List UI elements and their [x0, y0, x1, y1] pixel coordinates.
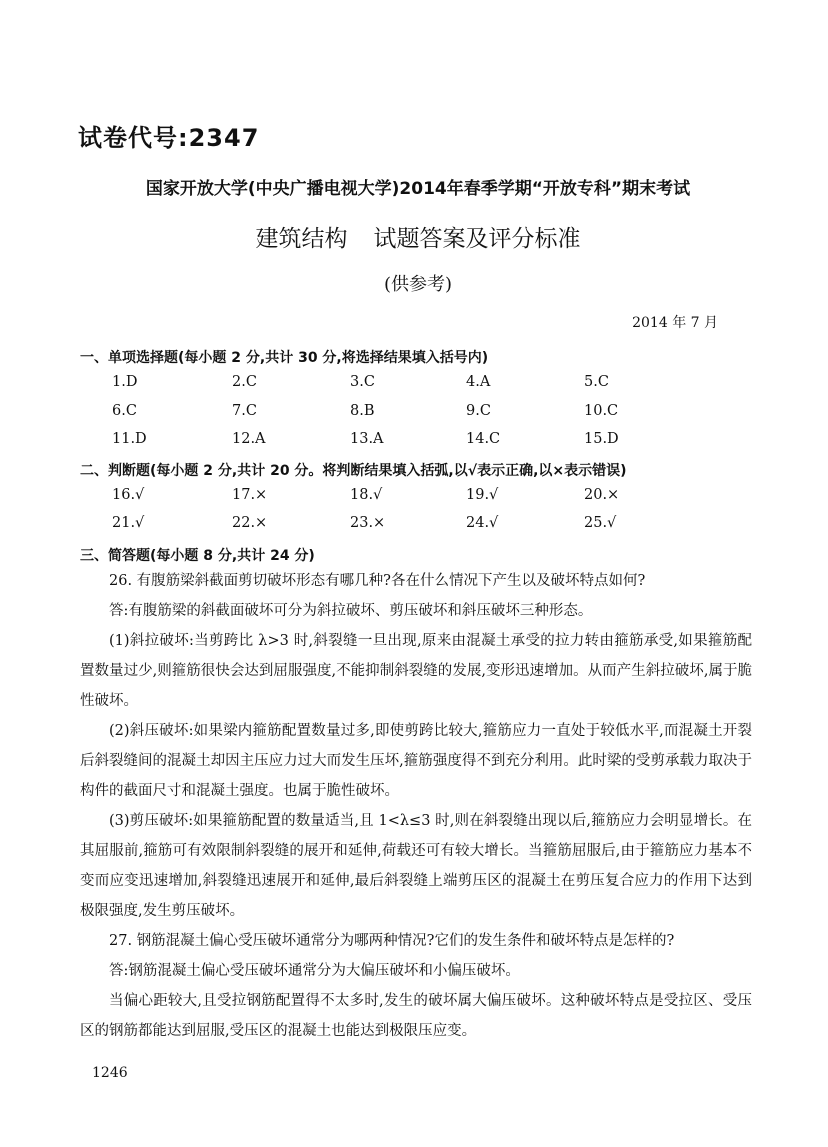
answer-item: 19.√	[466, 487, 499, 503]
question-26: 26. 有腹筋梁斜截面剪切破坏形态有哪几种?各在什么情况下产生以及破坏特点如何?	[109, 573, 646, 589]
answer-item: 12.A	[232, 431, 266, 447]
answer-item: 2.C	[232, 374, 257, 390]
answer-27-intro: 答:钢筋混凝土偏心受压破坏通常分为大偏压破坏和小偏压破坏。	[109, 963, 520, 979]
answer-item: 11.D	[112, 431, 147, 447]
exam-date: 2014 年 7 月	[632, 315, 718, 331]
answer-item: 7.C	[232, 403, 257, 419]
answer-26-part-2: (2)斜压破坏:如果梁内箍筋配置数量过多,即使剪跨比较大,箍筋应力一直处于较低水平,而混凝土开裂后斜裂缝间的混凝土却因主压应力过大而发生压坏,箍筋强度得不到充分利用。此时梁的受剪承载力取决于构件的截面尺寸和混凝土强度。也属于脆性破坏。	[80, 723, 752, 799]
answer-item: 22.×	[232, 515, 268, 531]
answer-item: 14.C	[466, 431, 501, 447]
question-27: 27. 钢筋混凝土偏心受压破坏通常分为哪两种情况?它们的发生条件和破坏特点是怎样的?	[109, 933, 675, 949]
section1-heading: 一、单项选择题(每小题 2 分,共计 30 分,将选择结果填入括号内)	[80, 350, 489, 366]
answer-item: 21.√	[112, 515, 145, 531]
course-name: 建筑结构	[255, 226, 348, 252]
answer-item: 17.×	[232, 487, 268, 503]
exam-title: 国家开放大学(中央广播电视大学)2014年春季学期“开放专科”期末考试	[145, 179, 691, 199]
answer-26-part-1: (1)斜拉破坏:当剪跨比 λ>3 时,斜裂缝一旦出现,原来由混凝土承受的拉力转由箍筋承受,如果箍筋配置数量过少,则箍筋很快会达到屈服强度,不能抑制斜裂缝的发展,变形迅速增加。从而产生斜拉破坏,属于脆性破坏。	[80, 633, 752, 709]
reference-note: (供参考)	[383, 274, 453, 295]
answer-item: 23.×	[350, 515, 386, 531]
answer-item: 4.A	[466, 374, 491, 390]
answer-item: 5.C	[584, 374, 609, 390]
answer-item: 20.×	[584, 487, 620, 503]
answer-item: 16.√	[112, 487, 145, 503]
answer-item: 9.C	[466, 403, 491, 419]
answer-item: 24.√	[466, 515, 499, 531]
answer-item: 13.A	[350, 431, 384, 447]
answer-item: 1.D	[112, 374, 138, 390]
answer-item: 6.C	[112, 403, 137, 419]
answer-27-part-1: 当偏心距较大,且受拉钢筋配置得不太多时,发生的破坏属大偏压破坏。这种破坏特点是受拉区、受压区的钢筋都能达到屈服,受压区的混凝土也能达到极限压应变。	[80, 993, 752, 1039]
answer-26-intro: 答:有腹筋梁的斜截面破坏可分为斜拉破坏、剪压破坏和斜压破坏三种形态。	[109, 603, 593, 619]
answer-item: 15.D	[584, 431, 619, 447]
answer-item: 8.B	[350, 403, 375, 419]
answer-item: 3.C	[350, 374, 375, 390]
answer-item: 10.C	[584, 403, 619, 419]
paper-code: 试卷代号:2347	[78, 124, 260, 152]
document-type: 试题答案及评分标准	[373, 226, 581, 252]
section2-heading: 二、判断题(每小题 2 分,共计 20 分。将判断结果填入括弧,以√表示正确,以×表示错误)	[80, 463, 627, 479]
document-title	[78, 220, 758, 253]
page-number: 1246	[92, 1065, 128, 1081]
section3-heading: 三、简答题(每小题 8 分,共计 24 分)	[80, 548, 315, 564]
answer-item: 18.√	[350, 487, 383, 503]
section3-body	[80, 566, 752, 1046]
answer-item: 25.√	[584, 515, 617, 531]
answer-26-part-3: (3)剪压破坏:如果箍筋配置的数量适当,且 1<λ≤3 时,则在斜裂缝出现以后,箍筋应力会明显增长。在其屈服前,箍筋可有效限制斜裂缝的展开和延伸,荷载还可有较大增长。当箍筋屈服后,由于箍筋应力基本不变而应变迅速增加,斜裂缝迅速展开和延伸,最后斜裂缝上端剪压区的混凝土在剪压复合应力的作用下达到极限强度,发生剪压破坏。	[80, 813, 752, 919]
